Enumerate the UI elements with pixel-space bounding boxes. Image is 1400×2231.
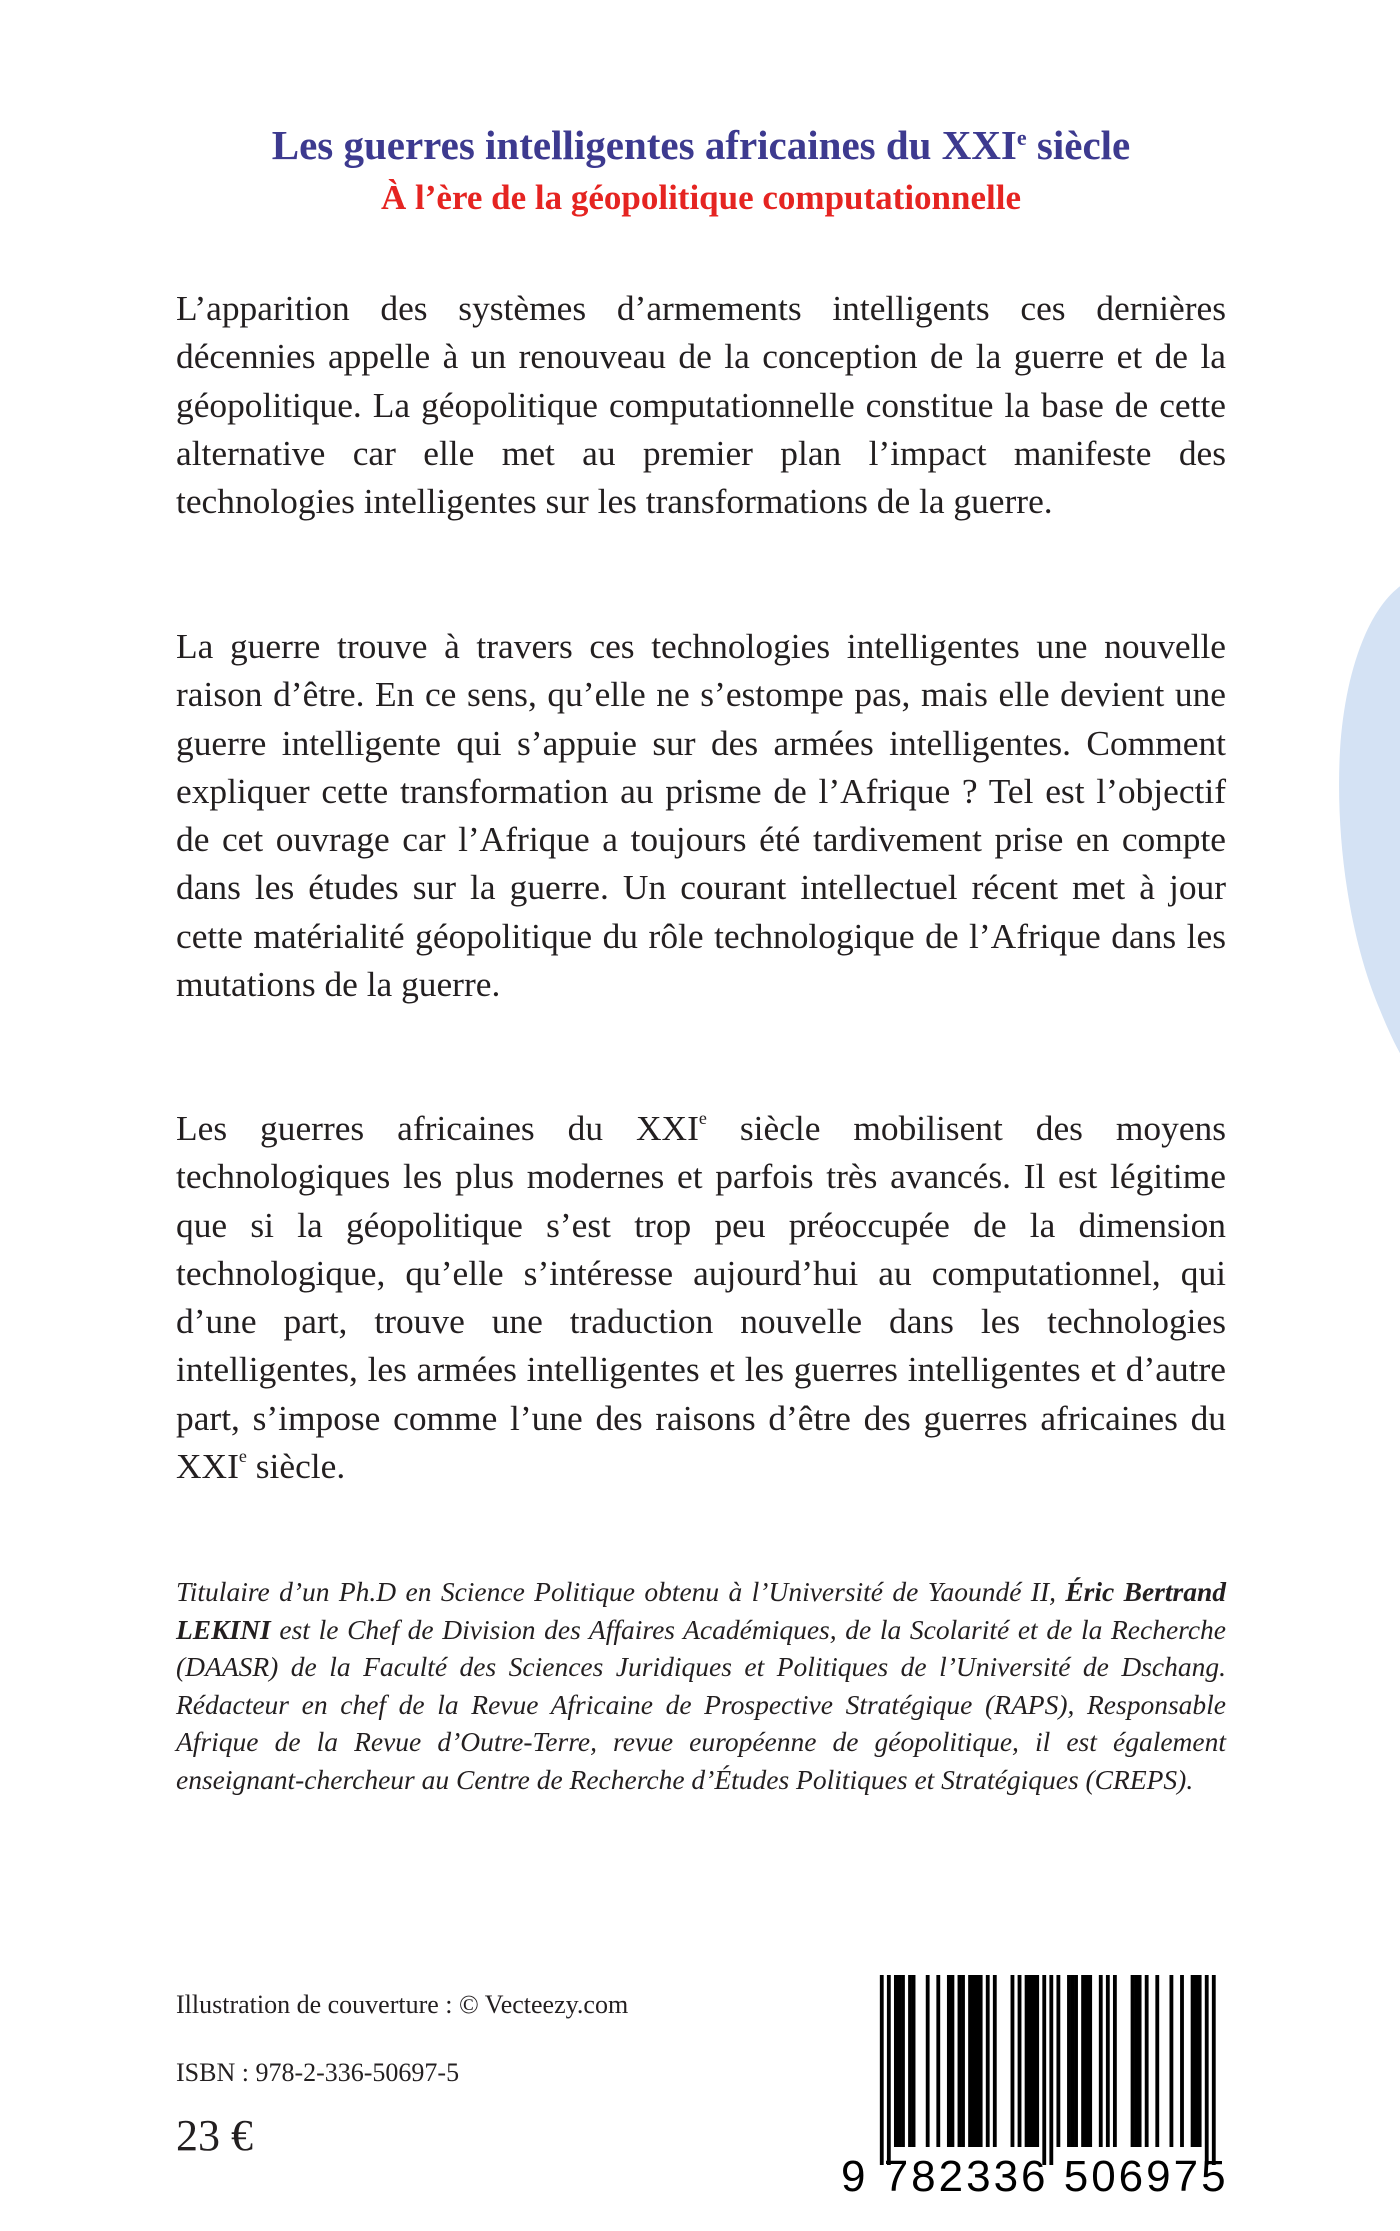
barcode-bar: [1134, 1975, 1138, 2147]
barcode-bar: [887, 1975, 891, 2165]
cover-illustration-credit: Illustration de couverture : © Vecteezy.com: [176, 1990, 629, 2019]
barcode-bar: [1028, 1975, 1032, 2147]
barcode-bar: [1088, 1975, 1092, 2147]
barcode-bar: [1212, 1975, 1216, 2165]
book-title-superscript: e: [1016, 125, 1027, 150]
barcode-bar: [936, 1975, 940, 2147]
barcode-bar: [1049, 1975, 1053, 2165]
barcode-bar: [926, 1975, 930, 2147]
author-name: Éric Bertrand LEKINI: [176, 1576, 1226, 1645]
barcode-bar: [958, 1975, 962, 2147]
barcode-bar: [1198, 1975, 1202, 2147]
price: 23 €: [176, 2111, 253, 2160]
barcode-bar: [986, 1975, 990, 2147]
barcode-bar: [1081, 1975, 1085, 2147]
barcode-bar: [1067, 1975, 1071, 2147]
book-title: [176, 120, 1226, 170]
barcode-bars: [841, 1975, 1226, 2165]
barcode-bar: [894, 1975, 898, 2147]
book-title-end: siècle: [1026, 122, 1131, 168]
barcode-bar: [912, 1975, 916, 2147]
book-title-main: Les guerres intelligentes africaines du XXI: [271, 122, 1017, 168]
summary-paragraph-3: [176, 1104, 1226, 1490]
barcode-digits: 9 782336 506975: [841, 2152, 1229, 2201]
barcode-bar: [972, 1975, 976, 2147]
barcode-bar: [1205, 1975, 1209, 2165]
paragraph-3-superscript-1: e: [698, 1108, 707, 1128]
barcode-bar: [979, 1975, 983, 2147]
barcode-bar: [1131, 1975, 1135, 2147]
paragraph-3-part-c: siècle.: [246, 1446, 346, 1487]
barcode-bar: [1191, 1975, 1195, 2147]
barcode-bar: [901, 1975, 905, 2147]
barcode-bar: [1099, 1975, 1103, 2147]
barcode-bar: [1194, 1975, 1198, 2147]
barcode-bar: [908, 1975, 912, 2147]
barcode-bar: [898, 1975, 902, 2147]
barcode-bar: [1025, 1975, 1029, 2147]
barcode-bar: [1106, 1975, 1110, 2147]
barcode-bar: [1042, 1975, 1046, 2165]
paragraph-3-part-a: Les guerres africaines du XXI: [176, 1108, 699, 1148]
summary-paragraph-1: L’apparition des systèmes d’armements intelligents ces dernières décennies appelle à un renouveau de la conception de la guerre et de la géopolitique. La géopolitique computationnelle constitue la base de cette alternative car elle met au premier plan l’impact manifeste des technologies intelligentes sur les transformations de la guerre.: [176, 288, 1226, 522]
barcode-bar: [1169, 1975, 1173, 2147]
book-subtitle: À l’ère de la géopolitique computationnelle: [381, 178, 1021, 217]
author-bio: [176, 1573, 1226, 1798]
barcode-bar: [968, 1975, 972, 2147]
barcode-bar: [1085, 1975, 1089, 2147]
side-tab-decoration: [1330, 580, 1400, 1070]
barcode-bar: [993, 1975, 997, 2147]
barcode-bar: [1071, 1975, 1075, 2147]
barcode-bar: [1018, 1975, 1022, 2147]
barcode-bar: [1180, 1975, 1184, 2147]
author-bio-before: Titulaire d’un Ph.D en Science Politique obtenu à l’Université de Yaoundé II,: [176, 1576, 1066, 1607]
barcode-bar: [1155, 1975, 1159, 2147]
barcode: [841, 1975, 1229, 2215]
barcode-bar: [1011, 1975, 1015, 2147]
barcode-bar: [1145, 1975, 1149, 2147]
paragraph-3-part-b: siècle mobilisent des moyens technologiques les plus modernes et parfois très avancés. Il est légitime que si la géopolitique s’est trop peu préoccupée de la dimension technologique, qu’elle s’intéresse aujourd’hui au computationnel, qui d’une part, trouve une traduction nouvelle dans les technologies intelligentes, les armées intelligentes et les guerres intelligentes et d’autre part, s’impose comme l’une des raisons d’être des guerres africaines du XXI: [176, 1108, 1226, 1487]
author-bio-after: est le Chef de Division des Affaires Académiques, de la Scolarité et de la Recherche (DAASR) de la Faculté des Sciences Juridiques et Politiques de l’Université de Dschang. Rédacteur en chef de la Revue Africaine de Prospective Stratégique (RAPS), Responsable Afrique de la Revue d’Outre-Terre, revue européenne de géopolitique, il est également enseignant-chercheur au Centre de Recherche d’Études Politiques et Stratégiques (CREPS).: [176, 1613, 1226, 1795]
barcode-bar: [1138, 1975, 1142, 2147]
barcode-bar: [961, 1975, 965, 2147]
barcode-bar: [1035, 1975, 1039, 2147]
barcode-bar: [880, 1975, 884, 2165]
barcode-bar: [1032, 1975, 1036, 2147]
isbn: ISBN : 978-2-336-50697-5: [176, 2058, 460, 2087]
barcode-bar: [1074, 1975, 1078, 2147]
barcode-bar: [951, 1975, 955, 2147]
barcode-bar: [947, 1975, 951, 2147]
barcode-bar: [1113, 1975, 1117, 2147]
paragraph-3-superscript-2: e: [238, 1446, 247, 1467]
barcode-bar: [975, 1975, 979, 2147]
barcode-bar: [1056, 1975, 1060, 2147]
summary-paragraph-2: La guerre trouve à travers ces technologies intelligentes une nouvelle raison d’être. En ce sens, qu’elle ne s’estompe pas, mais elle devient une guerre intelligente qui s’appuie sur des armées intelligentes. Comment expliquer cette transformation au prisme de l’Afrique ? Tel est l’objectif de cet ouvrage car l’Afrique a toujours été tardivement prise en compte dans les études sur la guerre. Un courant intellectuel récent met à jour cette matérialité géopolitique du rôle technologique de l’Afrique dans les mutations de la guerre.: [176, 626, 1226, 1005]
